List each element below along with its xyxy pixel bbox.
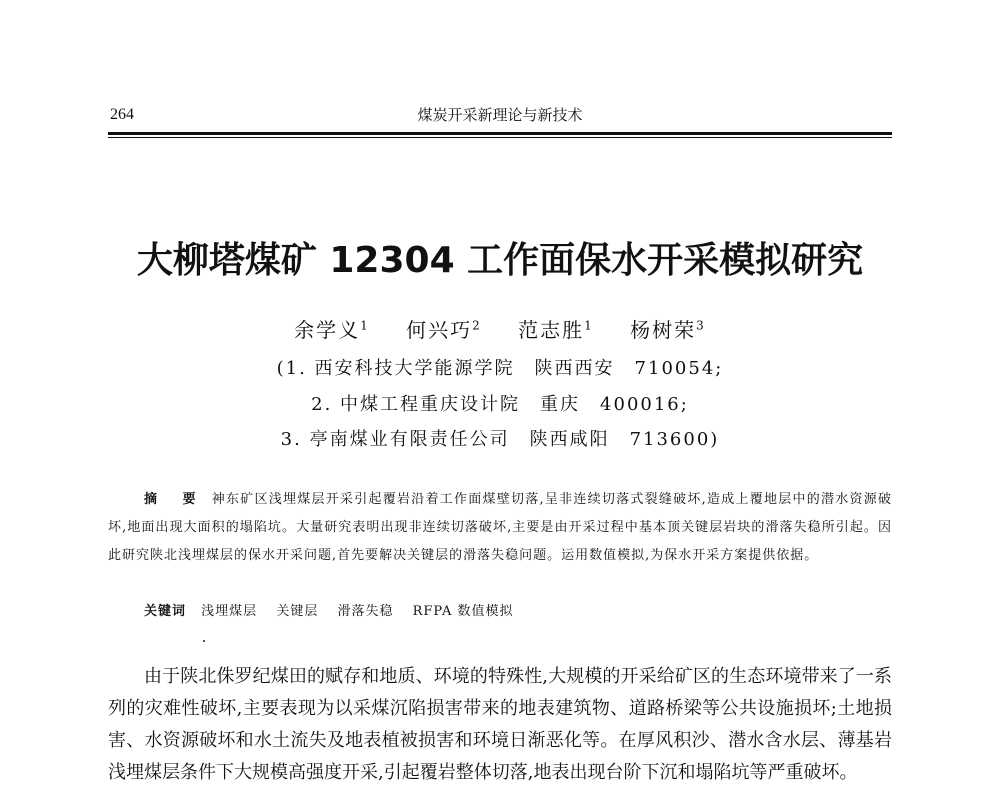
author: 何兴巧$^2$ xyxy=(406,318,482,342)
running-head xyxy=(108,104,892,130)
author: 范志胜$^1$ xyxy=(518,318,594,342)
affiliation-line: 2. 中煤工程重庆设计院 重庆 400016; xyxy=(311,394,689,415)
header-rule-thick xyxy=(108,132,892,135)
keywords-label: 关键词 xyxy=(144,604,187,619)
abstract-label: 摘 要 xyxy=(144,492,202,507)
affiliation-line: 3. 亭南煤业有限责任公司 陕西咸阳 713600) xyxy=(280,429,720,450)
stray-mark xyxy=(203,640,205,642)
author-list xyxy=(108,316,892,344)
author: 余学义$^1$ xyxy=(294,318,370,342)
journal-title: 煤炭开采新理论与新技术 xyxy=(417,106,583,124)
abstract xyxy=(108,486,892,570)
body-paragraph: 由于陕北侏罗纪煤田的赋存和地质、环境的特殊性,大规模的开采给矿区的生态环境带来了一系列的灾难性破坏,主要表现为以采煤沉陷损害带来的地表建筑物、道路桥梁等公共设施损坏;土地损害、水资源破坏和水土流失及地表植被损害和环境日渐恶化等。在厚风积沙、潜水含水层、薄基岩浅埋煤层条件下大规模高强度开采,引起覆岩整体切落,地表出现台阶下沉和塌陷坑等严重破坏。 xyxy=(108,666,892,783)
keyword: 关键层 xyxy=(276,604,319,619)
page-number: 264 xyxy=(110,106,134,123)
header-rule-thin xyxy=(108,137,892,138)
keyword: 浅埋煤层 xyxy=(201,604,258,619)
keyword: RFPA 数值模拟 xyxy=(412,604,514,619)
keyword: 滑落失稳 xyxy=(337,604,394,619)
abstract-text: 神东矿区浅埋煤层开采引起覆岩沿着工作面煤壁切落,呈非连续切落式裂缝破坏,造成上覆地层中的潜水资源破坏,地面出现大面积的塌陷坑。大量研究表明出现非连续切落破坏,主要是由开采过程中基本顶关键层岩块的滑落失稳所引起。因此研究陕北浅埋煤层的保水开采问题,首先要解决关键层的滑落失稳问题。运用数值模拟,为保水开采方案提供依据。 xyxy=(108,492,892,563)
paper-title: 大柳塔煤矿 12304 工作面保水开采模拟研究 xyxy=(136,240,864,281)
affiliation-line: (1. 西安科技大学能源学院 陕西西安 710054; xyxy=(276,358,724,379)
author: 杨树荣$^3$ xyxy=(630,318,706,342)
keywords xyxy=(144,600,892,624)
